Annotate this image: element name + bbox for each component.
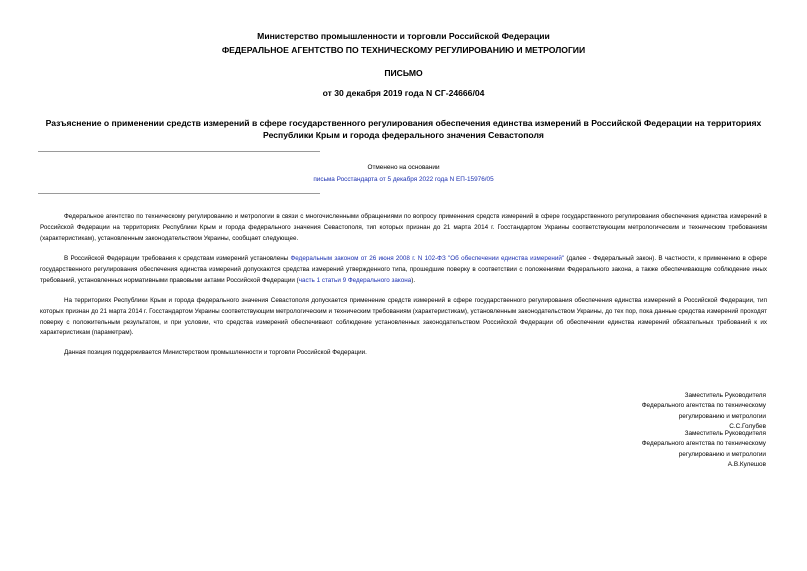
signer-organization: Федерального агентства по техническому bbox=[641, 402, 766, 410]
separator-line bbox=[38, 151, 320, 152]
law-article-link[interactable]: часть 1 статьи 9 Федерального закона bbox=[298, 276, 412, 284]
cancellation-note: Отменено на основании bbox=[367, 164, 440, 171]
signer-name: С.С.Голубев bbox=[729, 422, 766, 430]
signer-name: А.В.Кулешов bbox=[727, 460, 766, 468]
signature-block-1 bbox=[526, 391, 766, 432]
document-subject: Разъяснение о применении средств измерений в сфере государственного регулирования обеспечения единства измерений в Российской Федерации на территориях Республики Крым и города федерального значения Севастополя bbox=[45, 118, 762, 140]
signer-position: Заместитель Руководителя bbox=[684, 430, 766, 437]
signer-organization-cont: регулированию и метрологии bbox=[678, 412, 766, 420]
cancellation-link-line bbox=[0, 174, 807, 185]
paragraph-text: ). bbox=[411, 276, 416, 284]
body-paragraph-3: На территориях Республики Крым и города федерального значения Севастополя допускается применение средств измерений в сфере государственного регулирования обеспечения единства измерений в Российской Федерации, тип которых признан до 21 марта 2014 г. Госстандартом Украины соответствующим метрологическим и техническим требованиям (характеристикам), установленным законодательством Украины, до тех пор, пока данные средства измерений проходят поверку с положительным результатом, и при условии, что средства измерений обеспечивают соблюдение установленных законодательством Российской Федерации об обеспечении единства измерений обязательных требований к их характеристикам (параметрам). bbox=[40, 297, 767, 337]
cancellation-link[interactable]: письма Росстандарта от 5 декабря 2022 года N ЕП-15976/05 bbox=[313, 176, 494, 183]
signer-organization-cont: регулированию и метрологии bbox=[678, 450, 766, 458]
signature-block-2 bbox=[526, 429, 766, 470]
document-type: ПИСЬМО bbox=[384, 68, 423, 78]
ministry-name: Министерство промышленности и торговли Российской Федерации bbox=[257, 31, 550, 41]
separator-line bbox=[38, 193, 320, 194]
signer-organization: Федерального агентства по техническому bbox=[641, 440, 766, 448]
federal-law-link[interactable]: Федеральным законом от 26 июня 2008 г. N 102-ФЗ "Об обеспечении единства измерений" bbox=[290, 255, 565, 262]
agency-name: ФЕДЕРАЛЬНОЕ АГЕНТСТВО ПО ТЕХНИЧЕСКОМУ РЕГУЛИРОВАНИЮ И МЕТРОЛОГИИ bbox=[221, 45, 586, 55]
paragraph-text: (далее - Федеральный закон). В частности, к применению в сфере государственного регулирования обеспечения единства измерений допускаются средства измерений утвержденного типа, прошедшие поверку в соответствии с положениями Федерального закона, а также обеспечивающие соблюдение иных требований, установленных нормативными правовыми актами Российской Федерации ( bbox=[40, 255, 767, 284]
signer-position: Заместитель Руководителя bbox=[684, 392, 766, 399]
paragraph-text: В Российской Федерации требования к средствам измерений установлены bbox=[64, 255, 291, 262]
body-paragraph-4: Данная позиция поддерживается Министерством промышленности и торговли Российской Федерации. bbox=[64, 349, 367, 356]
document-date: от 30 декабря 2019 года N СГ-24666/04 bbox=[322, 88, 485, 98]
body-paragraph-1: Федеральное агентство по техническому регулированию и метрологии в связи с многочисленными обращениями по вопросу применения средств измерений в сфере государственного регулирования обеспечения единства измерений в Российской Федерации на территориях Республики Крым и города федерального значения Севастополя, тип которых признан до 21 марта 2014 г. Госстандартом Украины соответствующим метрологическим и техническим требованиям (характеристикам), установленным законодательством Украины, сообщает следующее. bbox=[40, 213, 767, 242]
body-paragraph-2 bbox=[40, 254, 767, 286]
